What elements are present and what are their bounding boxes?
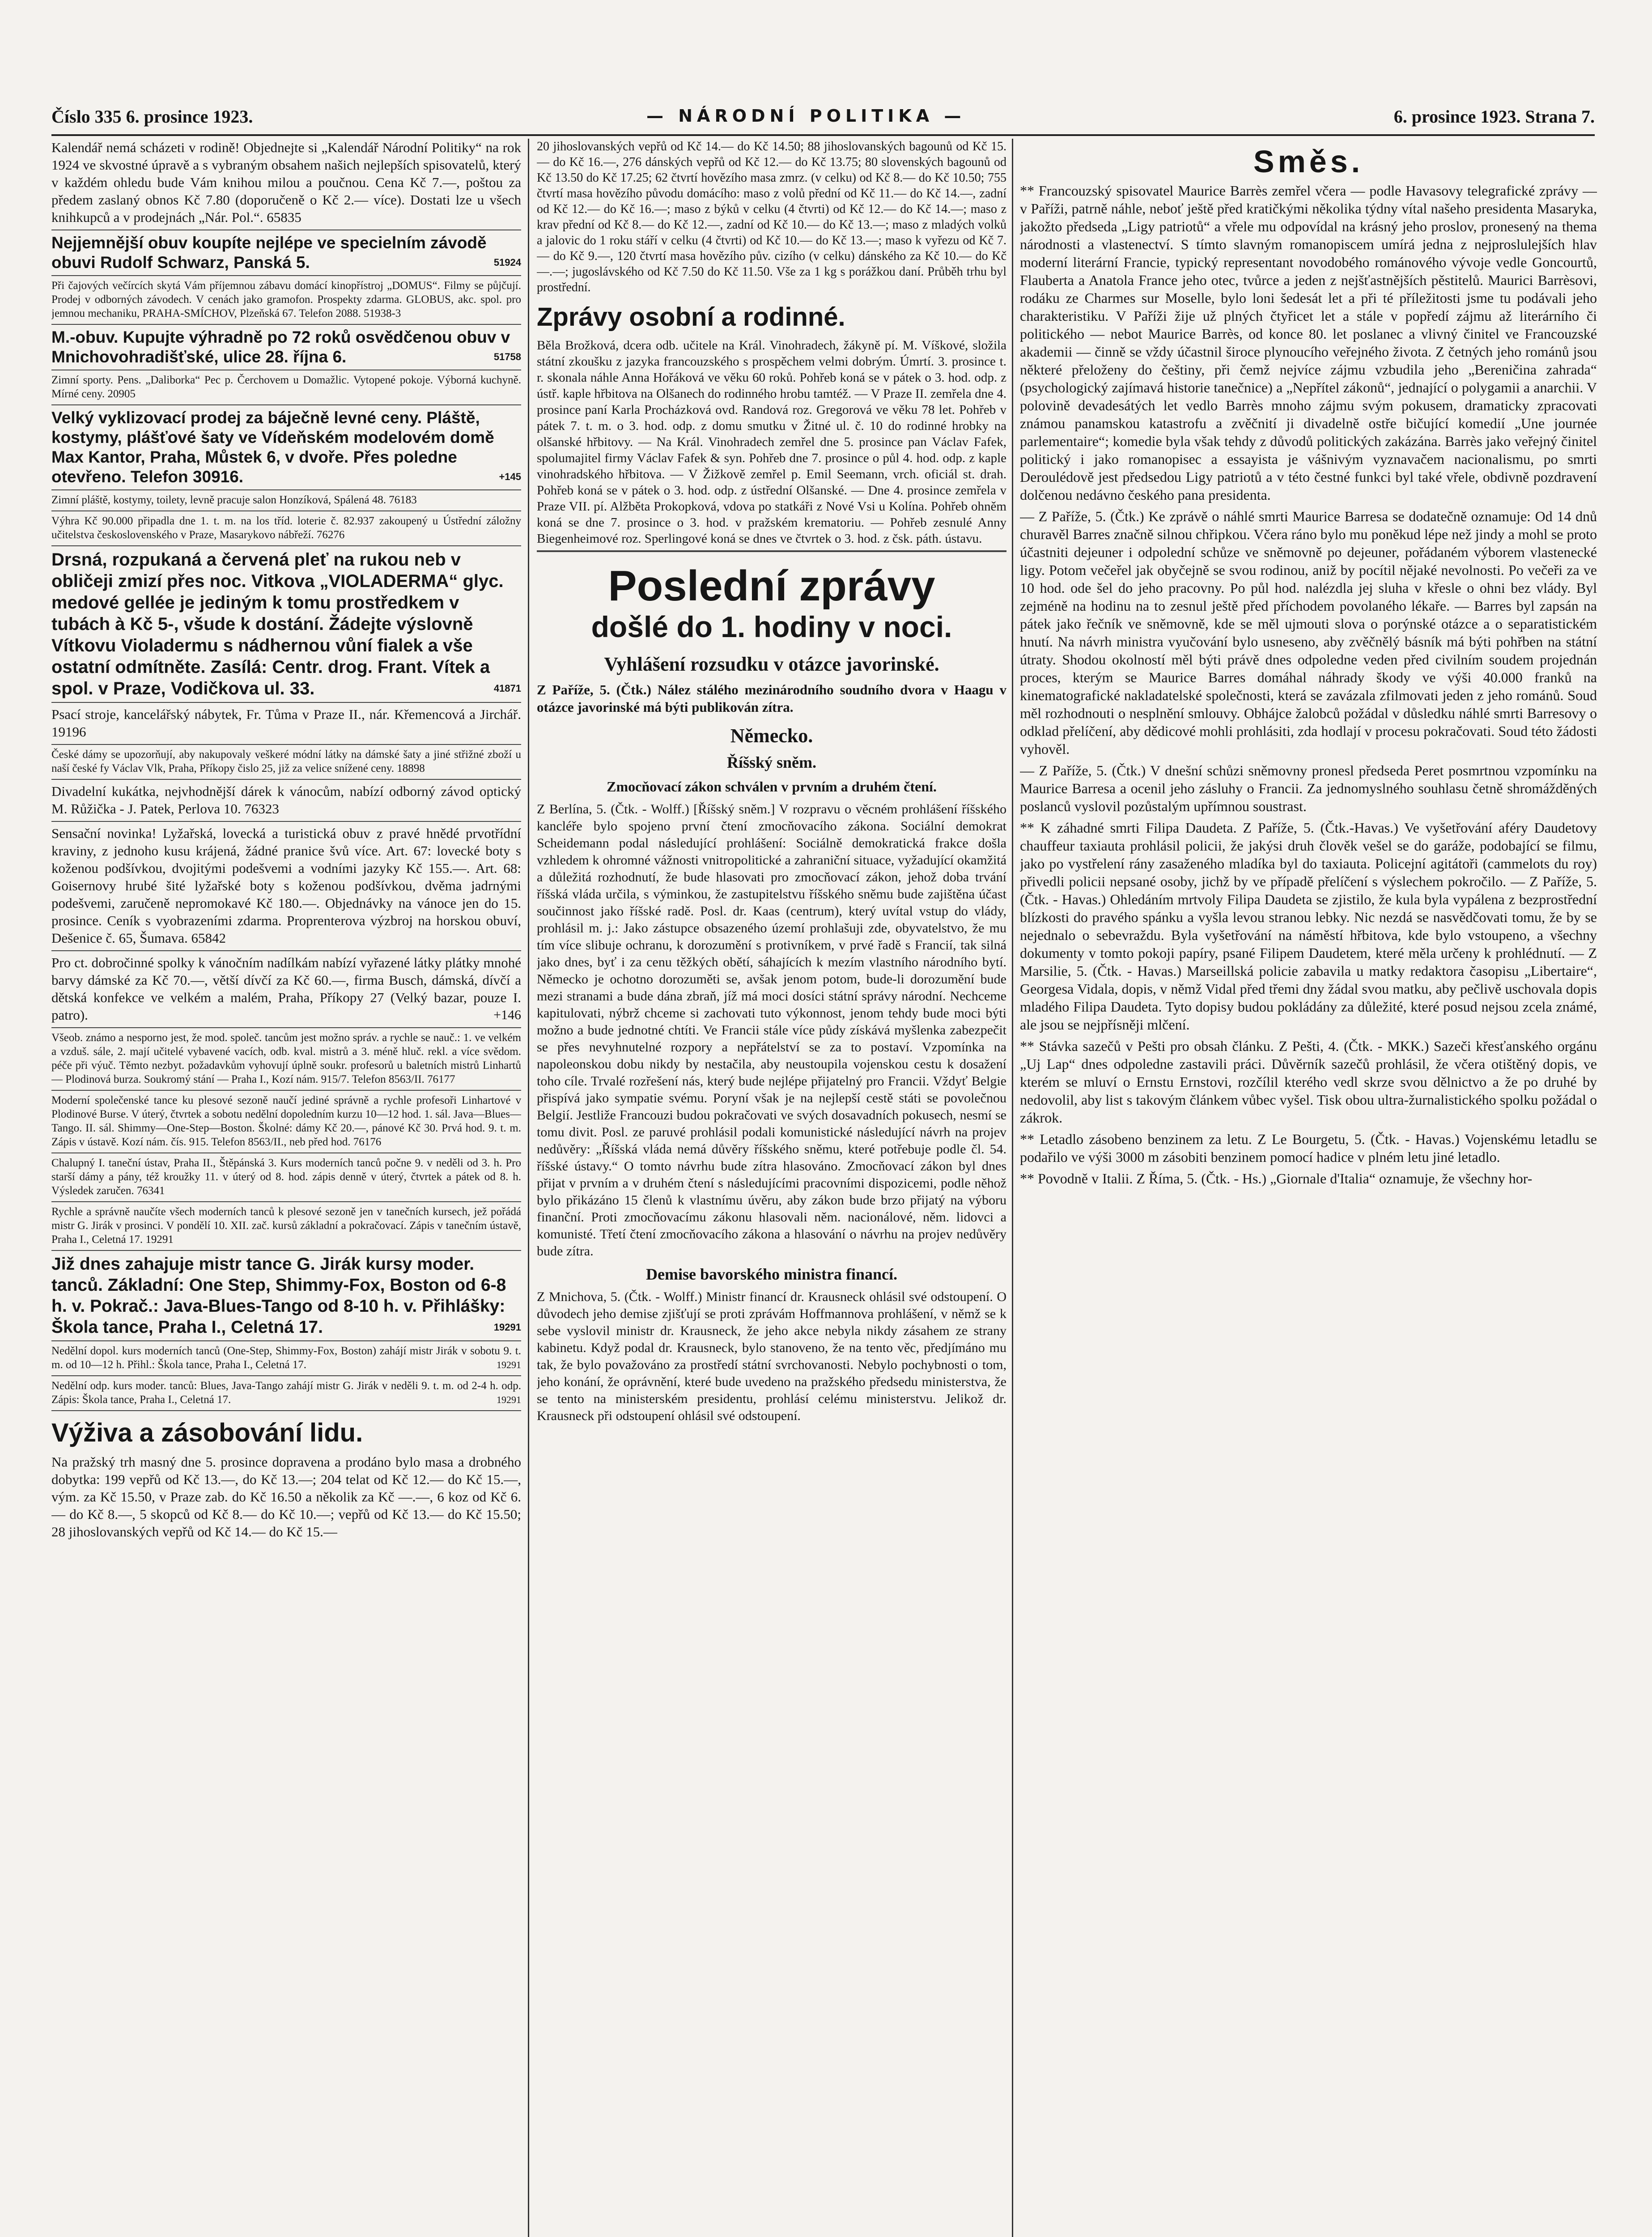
ad-chalupny: Chalupný I. taneční ústav, Praha II., Štěpánská 3. Kurs moderních tanců počne 9. v neděli od 3. h. Pro starší dámy a pány, též kroužky 11. v úterý od 8. hod. zápis denně v úterý, čtvrtek a pátek od 8. h. Výsledek zaručen. 76341: [51, 1157, 521, 1197]
ad-kalendar: Kalendář nemá scházeti v rodině! Objednejte si „Kalendář Národní Politiky“ na rok 1924 ve skvostné úpravě a s vybraným obsahem našich nejlepších spisovatelů, který v každém ohledu bude Vám knihou milou a poučnou. Cena Kč 7.—, poštou za předem zaslaný obnos Kč 7.80 (doporučeně o Kč 2.— více). Dostati lze u všech knihkupců a v prodejnách „Nár. Pol.“. 65835: [51, 140, 521, 225]
issue-number: Číslo 335 6. prosince 1923.: [51, 106, 253, 127]
ad-cajove: Při čajových večírcích skytá Vám příjemnou zábavu domácí kinopřístroj „DOMUS“. Filmy se půjčují. Prodej v odborných závodech. V cenách jako gramofon. Prospekty zdarma. GLOBUS, akc. spol. pro jemnou mechaniku, PRAHA-SMÍCHOV, Plzeňská 67. Telefon 2088. 51938-3: [51, 280, 521, 319]
ad-zimni-sporty: Zimní sporty. Pens. „Daliborka“ Pec p. Čerchovem u Domažlic. Vytopené pokoje. Výborná kuchyně. Mírné ceny. 20905: [51, 374, 521, 400]
ad-kukatka: Divadelní kukátka, nejvhodnější dárek k vánocům, nabízí odborný závod optický M. Růžička - J. Patek, Perlova 10. 76323: [51, 783, 521, 817]
header-rule: [51, 134, 1595, 136]
section-subtitle-posledni: došlé do 1. hodiny v noci.: [591, 610, 952, 643]
ad-number: 19291: [497, 1394, 521, 1405]
ad-text: Drsná, rozpukaná a červená pleť na rukou neb v obličeji zmizí přes noc. Vitkova „VIOLADERMA“ glyc. medové gellée je jediným k tomu prostředkem v tubách à Kč 5-, všude k dostání. Žádejte výslovně Vítkovu Violadermu s nádhernou vůní fialek a vše ostatní odmítněte. Zasílá: Centr. drog. Frant. Vítek a spol. v Praze, Vodičkova ul. 33.: [51, 550, 504, 698]
divider: [51, 779, 521, 780]
article-barres-3: — Z Paříže, 5. (Čtk.) V dnešní schůzi sněmovny pronesl předseda Peret posmrtnou vzpomínku na Maurice Barresa a ocenil jeho zásluhy o Francii. Za jednomyslného souhlasu četně shromážděných poslanců vyslovil pozůstalým upřímnou soustrast.: [1020, 762, 1597, 814]
ad-text: Nedělní odp. kurs moder. tanců: Blues, Java-Tango zahájí mistr G. Jirák v neděli 9. t. m. od 2-4 h. odp. Zápis: Škola tance, Praha I., Celetná 17.: [51, 1380, 521, 1406]
ad-number: 19291: [497, 1359, 521, 1370]
page-number: 6. prosince 1923. Strana 7.: [1393, 106, 1595, 127]
divider: [51, 1340, 521, 1341]
ad-number: +146: [493, 1008, 521, 1022]
ad-number: 19291: [493, 1322, 521, 1333]
ad-jirak: [51, 1254, 521, 1338]
divider: [51, 275, 521, 276]
divider: [51, 510, 521, 511]
ad-spolky: [51, 954, 521, 1024]
ad-zimni-plaste: Zimní pláště, kostymy, toilety, levně pracuje salon Honzíková, Spálená 48. 76183: [51, 494, 417, 506]
divider: [51, 1090, 521, 1091]
ad-text: Nedělní dopol. kurs moderních tanců (One-Step, Shimmy-Fox, Boston) zahájí mistr Jirák v sobotu 9. t. m. od 10—12 h. Přihl.: Škola tance, Praha I., Celetná 17.: [51, 1345, 521, 1371]
headline-snem: Říšský sněm.: [726, 753, 817, 771]
ad-text: Velký vyklizovací prodej za báječně levné ceny. Pláště, kostymy, plášťové šaty ve Vídeňském modelovém domě Max Kantor, Praha, Můstek 6, v dvoře. Přes poledne otevřeno. Telefon 30916.: [51, 408, 494, 486]
divider: [51, 404, 521, 405]
headline-javorina: Vyhlášení rozsudku v otázce javorinské.: [604, 653, 939, 675]
ad-lyzarska-obuv: Sensační novinka! Lyžařská, lovecká a turistická obuv z pravé hnědé prvotřídní kraviny, z jednoho kusu krájená, žádné pranice švů více. Art. 67: lovecké boty s koženou podšívkou, dvojitými podešvemi a vodními jazyky Kč 155.—. Art. 68: Goisernovy hrubé šité lyžařské boty s koženou podšívkou, dvěma jadrnými podešvemi, zaručeně nepromokavé Kč 180.—. Objednávky na vánoce jen do 15. prosince. Ceník s vyobrazeními zdarma. Proprenterova výzbroj na horskou obuví, Dešenice č. 65, Šumava. 65842: [51, 825, 521, 946]
article-trh: Na pražský trh masný dne 5. prosince dopravena a prodáno bylo masa a drobného dobytka: 199 vepřů od Kč 13.—, do Kč 13.—; 204 telat od Kč 12.— do Kč 15.—, vým. za Kč 15.50, v Praze zab. do Kč 16.50 a několik za Kč —.—, 6 koz od Kč 6.— do Kč 8.—, 5 skopců od Kč 8.— do Kč 10.—; vepřů od Kč 13.— do Kč 15.50; 28 jihoslovanských vepřů od Kč 14.— do Kč 15.—: [51, 1454, 521, 1540]
article-budapest: ** Stávka sazečů v Pešti pro obsah článku. Z Pešti, 4. (Čtk. - MKK.) Sazeči křesťanského orgánu „Uj Lap“ dnes odpoledne zastavili práci. Důvěrník sazečů prohlásil, že včera otištěný dopis, ve kterém se mluví o Ernstu Ernstovi, rozčílil kterého vedl skrze svou dělnictvo a že po druhé by nedovolil, aby list s takovým článkem vůbec vyšel. Tisk obou ultra-žurnalistického spolku požádal o zákrok.: [1020, 1038, 1597, 1126]
section-title-posledni: Poslední zprávy: [608, 562, 935, 610]
divider: [51, 489, 521, 490]
column-divider: [528, 139, 529, 2237]
ad-text: Pro ct. dobročinné spolky k vánočním nadílkám nabízí vyřazené látky plátky mnohé barvy dámské za Kč 70.—, větší dívčí za Kč 60.—, firma Busch, dámská, dívčí a dětská konfekce ve velkém a malém, Praha, Příkopy 27 (Velký bazar, pouze I. patro).: [51, 955, 521, 1023]
ad-text: Již dnes zahajuje mistr tance G. Jirák kursy moder. tanců. Základní: One Step, Shimmy-Fox, Boston od 6-8 h. v. Pokrač.: Java-Blues-Tango od 8-10 h. v. Přihlášky: Škola tance, Praha I., Celetná 17.: [51, 1255, 506, 1337]
article-daudet: ** K záhadné smrti Filipa Daudeta. Z Paříže, 5. (Čtk.-Havas.) Ve vyšetřování aféry Daudetovy chauffeur taxiauta prohlásil policii, že jakýsi druh člověk vešel se do garáže, podobající se filmu, jako po vystřelení rány zasaženého mladíka byl do taxiauta. Policejní agitátoři (cammelots du roy) přivedli policii nepsané osoby, jichž by ve případě přelíčení s výslechem pokročilo. — Z Paříže, 5. (Čtk. - Havas.) Ohledáním mrtvoly Filipa Daudeta se zjistilo, že kula byla vypálena z bezprostřední blízkosti do pravého spánku a vyšla levou stranou lebky. Nic nezdá se nasvědčovati tomu, že by se nejednalo o sebevraždu. Byla vyšetřování na náměstí hřbitova, kde bylo vstoupeno, a všechny dokumenty v tomto pokoji papíry, psané Filipem Daudetem, které měla určeny k prohlédnutí. — Z Marsilie, 5. (Čtk. - Havas.) Marseillská policie zabavila u matky redaktora časopisu „Libertaire“, Georgesa Vidala, dopis, v němž Vidal před třemi dny žádal svou matku, aby pečlivě uschovala dopis mladého Filipa Daudeta. Tyto dopisy budou pokládány za důležité, které posud nejsou zcela známé, ale jsou se nejpřísněji mlčení.: [1020, 820, 1597, 1033]
article-javorina: Z Paříže, 5. (Čtk.) Nález stálého mezinárodního soudního dvora v Haagu v otázce javorinské má býti publikován zítra.: [537, 682, 1006, 715]
ad-psaci-stroje: Psací stroje, kancelářský nábytek, Fr. Tůma v Praze II., nár. Křemencová a Jirchář. 19196: [51, 706, 521, 740]
divider: [51, 1375, 521, 1376]
article-trh-cont: 20 jihoslovanských vepřů od Kč 14.— do Kč 14.50; 88 jihoslovanských bagounů od Kč 15.— do Kč 16.—, 276 dánských vepřů od Kč 12.— do Kč 13.75; 80 slovenských bagounů od Kč 13.50 do Kč 17.25; 62 čtvrtí hovězího masa zmrz. (v celku) od Kč 8.— do Kč 10.50; 755 čtvrtí masa hovězího původu domácího: maso z volů přední od Kč 11.— do Kč 14.—, zadní od Kč 12.— do Kč 16.—; maso z býků v celku (4 čtvrti) od Kč 12.— do Kč 14.—; maso z krav přední od Kč 8.— do Kč 12.—, zadní od Kč 10.— do Kč 13.—; maso z mladých volků a jalovic do 1 roku stáří v celku (4 čtvrti) od Kč 10.— do Kč 13.—; maso k vyřezu od Kč 7.— do Kč 9.—, 120 čtvrtí masa hovězího pův. cizího (v celku) dánského za Kč 10.— do Kč —.—; jugoslávského od Kč 7.50 do Kč 11.50. Vše za 1 kg s porážkou daní. Průběh trhu byl prostřední.: [537, 140, 1006, 294]
divider: [51, 1410, 521, 1411]
ad-violaderma: [51, 549, 521, 699]
headline-nemecko: Německo.: [730, 725, 813, 747]
divider: [51, 545, 521, 546]
ad-text: M.-obuv. Kupujte výhradně po 72 roků osvědčenou obuv v Mnichovohradišťské, ulice 28. října 6.: [51, 328, 510, 366]
article-italie: ** Povodně v Italii. Z Říma, 5. (Čtk. - Hs.) „Giornale d'Italia“ oznamuje, že všechny hor-: [1020, 1170, 1533, 1187]
divider: [51, 1201, 521, 1202]
ad-vyklizovaci: [51, 408, 521, 487]
column-advertisements: [51, 139, 521, 2237]
ad-ceske-damy: České dámy se upozorňují, aby nakupovaly veškeré módní látky na dámské šaty a jiné střižné zboží u naší české fy Václav Vlk, Praha, Příkopy čislo 25, již za velice snížené ceny. 18898: [51, 749, 521, 774]
article-letadlo: ** Letadlo zásobeno benzinem za letu. Z Le Bourgetu, 5. (Čtk. - Havas.) Vojenskému letadlu se podařilo ve výši 3000 m zásobiti benzinem pomocí hadice v plném letu jiné letadlo.: [1020, 1131, 1597, 1165]
article-osobni: Běla Brožková, dcera odb. učitele na Král. Vinohradech, žákyně pí. M. Víškové, složila státní zkoušku z jazyka francouzského s prospěchem velmi dobrým. Úmrtí. 3. prosince t. r. skonala náhle Anna Hořáková ve věku 60 roků. Pohřeb koná se v pátek o 3. hod. odp. z ústř. kaple hřbitova na Olšanech do rodinného hrobu tamtéž. — V Praze II. zemřela dne 4. prosince paní Karla Procházková ovd. Randová roz. Gregorová ve věku 78 let. Pohřeb v pátek 7. t. m. o 3. hod. odp. z domu smutku v Žitné ul. č. 10 do rodinné hrobky na olšanské hřbitovy. — Na Král. Vinohradech zemřel dne 5. prosince pan Václav Fafek, spolumajitel firmy Václav Fafek & syn. Pohřeb dne 7. prosince o půl 4. hod. odp. z kaple vinohradského hřbitova. — V Žižkově zemřel p. Emil Seemann, vrch. oficiál st. drah. Pohřeb koná se v pátek o 3. hod. odp. z ústřední Olšanské. — Dne 4. prosince zemřela v Praze VII. pí. Alžběta Prokopková, vdova po statkáři z Nové Vsi u Kolína. Pohřeb ohněm koná se dne 7. prosince o 3. hod. v pražském krematoriu. — Pohřeb zesnulé Anny Biegenheimové roz. Sperlingové koná se dnes ve čtvrtek o 3. hod. z čsk. páth. ústavu.: [537, 338, 1006, 546]
ad-text: Nejjemnější obuv koupíte nejlépe ve specielním závodě obuvi Rudolf Schwarz, Panská 5.: [51, 234, 487, 272]
divider: [51, 324, 521, 325]
ad-number: +145: [499, 471, 521, 482]
section-title-smes: Směs.: [1253, 144, 1364, 179]
column-smes: [1020, 139, 1597, 2237]
ad-vyhra: Výhra Kč 90.000 připadla dne 1. t. m. na los tříd. loterie č. 82.937 zakoupený u Ústřední záložny učitelstva československého v Praze, Masarykovo nábřeží. 76276: [51, 515, 521, 541]
masthead: — NÁRODNÍ POLITIKA —: [646, 106, 966, 126]
ad-nedelni-dopol: [51, 1344, 521, 1372]
divider: [51, 702, 521, 703]
divider: [51, 950, 521, 951]
divider: [51, 1250, 521, 1251]
ad-number: 51758: [493, 351, 521, 362]
article-bavorsky: Z Mnichova, 5. (Čtk. - Wolff.) Ministr financí dr. Krausneck ohlásil své odstoupení. O důvodech jeho demise zjišťují se proti zprávám Hoffmannova prohlášení, v němž se k sebe vyslovil ministr dr. Krausneck, že jeho akce nebyla nikdy zásahem ze strany kabinetu. Když podal dr. Krausneck, bylo stanoveno, že na tento věc, předjímáno mu tak, že bylo považováno za prostředí státní svrchovanosti. Nebylo pochybnosti o tom, jeho konání, že oprávnění, které bude uvedeno na pražského předsedu ministerstva, že se tento na ministerském presidentu, prohlásí celému ministerstvu. Jelikož dr. Krausneck při odstoupení ohlásil své odstoupení.: [537, 1289, 1006, 1423]
divider: [51, 821, 521, 822]
ad-number: 41871: [493, 683, 521, 694]
article-zmocnovaci: Z Berlína, 5. (Čtk. - Wolff.) [Říšský sněm.] V rozpravu o věcném prohlášení říšského kancléře bylo spojeno první čtení zmocňovacího zákona. Sociální demokrat Scheidemann podal následující prohlášení: Sociálně demokratická frakce došla vzhledem k ohromné vážnosti vnitropolitické a zahraniční situace, vyžadující okamžitá a důležitá rozhodnutí, že bude hlasovati pro zmocňovací zákon, jehož doba trvání říšská vláda určila, s výminkou, že zastupitelstvu říšského sněmu bude zajištěna účast součinnost jako říšské radě. Posl. dr. Kaas (centrum), který uvítal vstup do vlády, prohlásil m. j.: Jako zástupce obsazeného území prohlašuji zde, obyvatelstvo, že mu tím více slibuje ochranu, k dorozumění s protivníkem, v prvé řadě s Francií, tak silná jako dnes, byť i za cenu těžkých obětí, sáhajících k mezím vlastního národního bytí. Německo je ochotno dorozuměti se, avšak jenom potom, bude-li dorozumění bude mezi stranami a bude dána zbraň, jíž má moci dosíci státní správy národní. Nechceme kapitulovati, nýbrž chceme si zachovati tuto výkonnost, jenom tehdy bude moci býti možno a bude jednotné chtíti. Ve Francii stále více půdy získává myšlenka zabezpečit se přes nevyhnutelné rozpory a nepřátelství se za to postaví. Vzpomínka na napoleonskou dobu nikdy by nestačila, aby neustoupila vojenskou cestu k dosažení toho cíle. Trvalé rozřešení nás, který bude nejlépe přijatelný pro Francii. Vždyť Belgie přispívá jako sympatie svému. Poryní však je na nejlepší cestě státi se povolečnou Belgií. Jestliže Francouzi budou pokračovati ve svých dosavadních pokusech, nesmí se tomu divit. Posl. ze paruvé prohlásil podali komunistické následující návrh na projev nedůvěry: „Říšská vláda nemá důvěry říšského sněmu, které potřebuje podle čl. 54. říšské ústavy.“ O tomto návrhu bude zítra hlasováno. Zmocňovací zákon byl dnes přijat v prvním a v druhém čtení s následujícími pracovními dispozicemi, podle něhož bylo přikázáno 15 členů k vlastnímu úvěru, aby zákon bude brzo přijatý na výboru finanční. Proti zmocňovacímu zákonu hlasovali něm. nacionálové, něm. lidovci a komunisté. Třetí čtení zmocňovacího zákona a hlasování o návrhu na projev nedůvěry bude zítra.: [537, 802, 1006, 1259]
headline-zmocnovaci: Zmocňovací zákon schválen v prvním a druhém čtení.: [607, 778, 937, 795]
divider: [51, 744, 521, 745]
ad-rychle: Rychle a správně naučíte všech moderních tanců k plesové sezoně jen v tanečních kursech, jež pořádá mistr G. Jirák v prosinci. V pondělí 10. XII. zač. kursů základní a pokračovací. Zápis v tanečním ústavě, Praha I., Celetná 17. 19291: [51, 1206, 521, 1246]
ad-schwarz: [51, 233, 521, 272]
column-divider: [1012, 139, 1013, 2237]
ad-nedelni-odp: [51, 1379, 521, 1407]
section-title-vyziva: Výživa a zásobování lidu.: [51, 1418, 363, 1447]
column-news: [537, 139, 1006, 2237]
ad-mobuv: [51, 327, 521, 367]
divider: [51, 1027, 521, 1028]
article-barres: ** Francouzský spisovatel Maurice Barrès zemřel včera — podle Havasovy telegrafické zprávy — v Paříži, patrně náhle, neboť ještě před kratičkými několika týdny vítal našeho presidenta Masaryka, jakožto předseda „Ligy patriotů“ a vřele mu odpovídal na krásný jeho proslov, pronesený na thema národnosti a vlastenectví. S tímto slavným romanopiscem umírá jedna z nejproslulejších hlav moderní literární Francie, typický representant novodobého románového vývoje vedle Goncourtů, Flauberta a Anatola France jeho otec, tvůrce a jeden z nejšťastnějších pěstitelů. Maurici Barrèsovi, rodáku ze Charmes sur Moselle, bylo loni šedesát let a při té příležitosti jsme tu podávali jeho charakteristiku. V Paříži žije už plných čtyřicet let a stále v popředí zájmu až literárního či politického — nebot Maurice Barrès, od konce 80. let poslanec a vlivný činitel ve Francouzské akademii — činně se vždy účastnil široce plynoucího veřejného života. Z četných jeho románů jsou některé přeloženy do češtiny, při čemž nejvíce zájmu vzbudila jeho „Bereničina zahrada“ (psychologický zajímavá historie tanečnice) a „Nepřítel zákonů“, jednající o polygamii a anarchii. V polovině devadesátých let vedlo Barrès mnoho zájmu svým pokusem, dramaticky zpracovati známou panamskou katastrofu a zvěčnití ji divadelně ostře bičující komedií „Une journée parlementaire“; komedie byla však tehdy z důvodů politických zakázána. Barrès jako veřejný činitel politický i jako romanopisec a essayista je vášnivým vyznavačem nacionalismu, po smrti Deroulédově jest předsedou Ligy patriotů a v této čestné funkci byl také vřele, obdivně pozdravení dolčenou nedávno českého pana presidenta.: [1020, 183, 1597, 503]
headline-bavorsky: Demise bavorského ministra financí.: [646, 1265, 897, 1283]
section-title-osobni: Zprávy osobní a rodinné.: [537, 302, 845, 332]
divider: [537, 550, 1006, 552]
article-barres-2: — Z Paříže, 5. (Čtk.) Ke zprávě o náhlé smrti Maurice Barresa se dodatečně oznamuje: Od 14 dnů churavěl Barres značně silnou chřipkou. Včera ráno bylo mu poněkud lépe než jindy a mohl se proto účastniti dejeuner i odpolední schůze ve sněmovně po dejeuner, pořádaném výborem vlastenecké ligy. Potom večeřel jak obyčejně se svou rodinou, aniž by pocítil nějaké nevolnosti. Po večeři za ve 10 hod. ode šel do jeho pracovny. Po půl hod. nalézdla jej sluha v křesle o ohni bez vlády. Byl zejméně na hodinu na to zesnul ještě před příchodem povolaného lékaře. — Barres byl zapsán na pátek jako řečník ve sněmovně, kde se měl ujmouti slova o porýnské otázce a o separatistickém hnutí. Na návrh ministra vyučování bylo usneseno, aby zvěčnělý básník má býti pohřben na státní útraty. Shodou okolností měl býti právě dnes odpoledne veden před civilním soudem projednán proces, kterým se Maurice Barres domáhal náhrady škody ve výši 40.000 franků na kinematografické nakladatelské společnosti, která se zavázala zfilmovati jeden z jeho románů. Soud měl rozhodnouti o nesplnění smlouvy. Obhájce žalobců požádal v důsledku náhlé smrti Barresovy o odklad přelíčení, aby dědicové mohli prohlásiti, zda hodlají v procesu pokračovati. Soud této žádosti vyhověl.: [1020, 508, 1597, 757]
ad-vseob: Všeob. známo a nesporno jest, že mod. společ. tancům jest možno správ. a rychle se nauč.: 1. ve velkém a vzduš. sále, 2. mají učitelé vybavené vacích, odb. kval. mistrů a 3. méně hluč. rekl. a více svědom. péče při výuč. Těmto nezbyt. požadavkům vyhovují úplně soukr. profesorů u baletních mistrů Linhartů — Plodinová burza. Soukromý stání — Praha I., Kozí nám. 915/7. Telefon 8563/II. 76177: [51, 1032, 521, 1085]
ad-number: 51924: [493, 257, 521, 268]
ad-moderni-tance: Moderní společenské tance ku plesové sezoně naučí jediné správně a rychle profesoři Linhartové v Plodinové Burse. V úterý, čtvrtek a sobotu nedělní dopoledním kurzu 10—12 hod. 1. sál. Java—Blues—Tango. II. sál. Shimmy—One-Step—Boston. Školné: dámy Kč 20.—, pánové Kč 30. Prvá hod. 9. t. m. Zápis v ústavě. Kozí nám. čís. 915. Telefon 8563/II., neb před hod. 76176: [51, 1094, 521, 1148]
